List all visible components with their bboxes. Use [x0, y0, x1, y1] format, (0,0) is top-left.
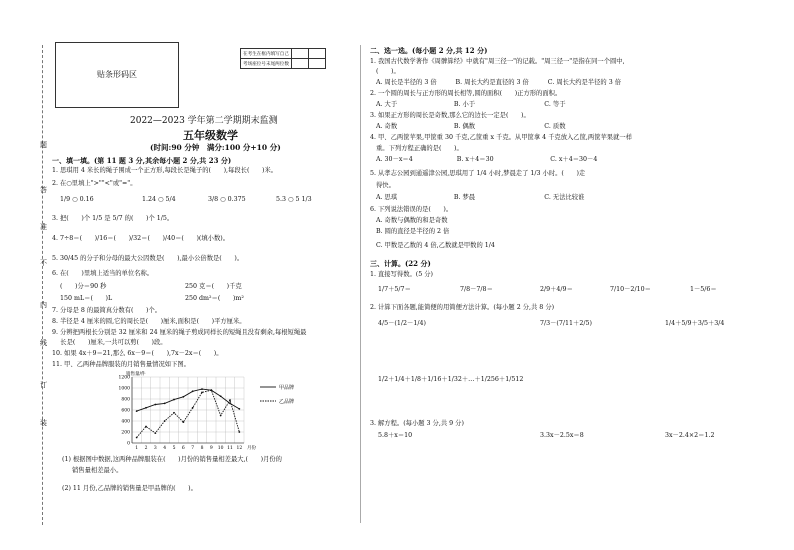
x-tick-label: 9	[209, 446, 213, 451]
q2-line: 4. 甲、乙两筐苹果,甲筐重 30 千克,乙筐重 x 千克。从甲筐拿 4 千克放入乙筐,两筐苹果就一样	[370, 134, 632, 141]
x-tick-label: 2	[144, 446, 148, 451]
compare-item: 1/9 ○ 0.16	[60, 196, 94, 203]
data-point	[145, 407, 147, 409]
data-point	[136, 437, 138, 439]
barcode-label: 贴条形码区	[97, 70, 137, 79]
y-tick-label: 800	[121, 397, 130, 403]
unit-item: ( )分＝90 秒	[60, 283, 107, 290]
data-point	[220, 415, 222, 417]
x-tick-label: 12	[236, 446, 243, 451]
direct-item: 7/10－2/10＝	[610, 286, 651, 293]
page-title: 五年级数学	[183, 129, 238, 142]
side-word: 内	[40, 301, 47, 309]
x-tick-label: 1	[135, 446, 139, 451]
y-tick-label: 0	[127, 441, 130, 447]
exam-year-title: 2022—2023 学年第二学期期末监测	[130, 116, 278, 126]
q2-line: 得快。	[376, 182, 395, 189]
x-tick-label: 5	[172, 446, 176, 451]
equation-item: 5.8＋x＝10	[378, 432, 413, 439]
side-word: 答	[40, 186, 47, 194]
data-point	[173, 412, 175, 414]
x-tick-label: 4	[163, 446, 167, 451]
binding-line	[42, 45, 43, 525]
compare-item: 1.24 ○ 5/4	[142, 196, 176, 203]
q2-line: 6. 下列说法错误的是( )。	[370, 206, 453, 213]
q1-3: 3. 把( )个 1/5 是 5/7 的( )个 1/5。	[52, 215, 174, 222]
x-tick-label: 8	[200, 446, 204, 451]
x-axis-label: 月份	[247, 446, 256, 451]
q11-part2: (2) 11 月份,乙品牌的销售量是甲品牌的( )。	[62, 485, 197, 492]
q11-part1b: 销售量相差最小。	[72, 467, 123, 474]
info-cell[interactable]	[308, 59, 325, 69]
x-tick-label: 3	[153, 446, 157, 451]
data-point	[154, 404, 156, 406]
y-axis-label: 销售量/件	[126, 372, 146, 377]
q2-option: A. 奇数与偶数的和是奇数	[376, 217, 448, 224]
column-divider	[360, 45, 361, 523]
data-point	[164, 420, 166, 422]
data-point	[229, 403, 231, 405]
side-word: 装	[40, 419, 47, 427]
data-point	[136, 410, 138, 412]
data-point	[182, 396, 184, 398]
q2-options: A. 30－x＝4 B. x＋4＝30 C. x＋4＝30－4	[376, 156, 598, 163]
data-point	[154, 432, 156, 434]
y-tick-label: 1200	[118, 375, 130, 381]
q1-8: 8. 半径是 4 厘米的圆,它的周长是( )厘米,面积是( )平方厘米。	[52, 318, 246, 325]
q1-7: 7. 分母是 8 的最简真分数有( )个。	[52, 307, 162, 314]
direct-item: 7/8－7/8＝	[460, 286, 493, 293]
q2-options: A. 周长是半径的 3 倍 B. 周长大约是直径的 3 倍 C. 周长大约是半径的 3 倍	[376, 79, 622, 86]
q1-6: 6. 在( )里填上适当的单位名称。	[52, 270, 154, 277]
section2-heading: 二、选一选。(每小题 2 分,共 12 分)	[370, 46, 488, 55]
data-point	[173, 399, 175, 401]
q1-11: 11. 甲、乙两种品牌服装的月销售量情况如下图。	[52, 361, 190, 368]
data-point	[229, 399, 231, 401]
q1-4: 4. 7÷8＝( )/16＝( )/32＝( )/40＝( )(填小数)。	[52, 235, 230, 242]
q11-part1: (1) 根据图中数据,这两种品牌服装在( )月份的销售量相差最大,( )月份的	[62, 456, 282, 463]
calc-item: 1/4＋5/9＋3/5＋3/4	[665, 320, 725, 327]
direct-item: 1－5/6＝	[690, 286, 717, 293]
q2-line: 5. 从孝志公园到通遥津公园,思琪用了 1/4 小时,梦晨走了 1/3 小时。( )走	[370, 170, 586, 177]
data-point	[164, 403, 166, 405]
y-tick-label: 400	[121, 419, 130, 425]
calc-part2: 2. 计算下面各题,能简便的用简便方法计算。(每小题 2 分,共 8 分)	[370, 304, 555, 311]
data-point	[192, 407, 194, 409]
data-point	[192, 390, 194, 392]
q2-line: ( )。	[376, 68, 400, 75]
info-cell[interactable]	[291, 59, 308, 69]
equation-item: 3.3x－2.5x＝8	[540, 432, 584, 439]
data-point	[182, 421, 184, 423]
legend-label: 乙品牌	[279, 398, 295, 405]
data-point	[220, 395, 222, 397]
data-point	[238, 408, 240, 410]
q1-10: 10. 如果 4x＋9＝21,那么 6x－9＝( ),7x－2x＝( )。	[52, 350, 223, 357]
equation-item: 3x－2.4×2＝1.2	[665, 432, 715, 439]
calc-item: 7/3－(7/11＋2/5)	[540, 320, 592, 327]
side-word: 订	[40, 381, 47, 389]
section3-heading: 三、计算。(22 分)	[370, 259, 431, 268]
y-tick-label: 200	[121, 430, 130, 436]
x-tick-label: 10	[217, 446, 224, 451]
q2-line: 3. 如果正方形的周长是奇数,那么它的边长一定是( )。	[370, 112, 530, 119]
q2-options: A. 大于 B. 小于 C. 等于	[376, 101, 566, 108]
info-cell[interactable]	[291, 49, 308, 59]
calc-part3: 3. 解方程。(每小题 3 分,共 9 分)	[370, 420, 464, 427]
q2-line: 重。下列方程正确的是( )。	[376, 145, 463, 152]
q2-line: 2. 一个圆的周长与正方形的周长相等,圆的面积( )正方形的面积。	[370, 90, 562, 97]
y-tick-label: 600	[121, 408, 130, 414]
barcode-area	[55, 42, 179, 108]
section1-heading: 一、填一填。(第 11 题 3 分,其余每小题 2 分,共 23 分)	[52, 156, 232, 165]
data-point	[210, 389, 212, 391]
info-row-label: 考场座位号末尾两位数	[241, 59, 292, 69]
q2-options: A. 奇数 B. 偶数 C. 质数	[376, 123, 566, 130]
data-point	[201, 388, 203, 390]
time-score: (时间:90 分钟 满分:100 分+10 分)	[150, 143, 281, 152]
unit-item: 250 克＝( )千克	[185, 283, 242, 290]
q1-9b: 长是( )厘米,一共可以剪( )段。	[52, 339, 167, 346]
x-tick-label: 7	[191, 446, 195, 451]
direct-item: 1/7＋5/7＝	[378, 286, 411, 293]
student-info-table	[240, 48, 326, 69]
legend-label: 甲品牌	[279, 384, 295, 391]
data-point	[238, 431, 240, 433]
side-word: 不	[40, 259, 47, 267]
side-word: 准	[40, 223, 47, 231]
q2-option: B. 圆的直径是半径的 2 倍	[376, 228, 450, 235]
side-word: 题	[40, 141, 47, 149]
unit-item: 150 mL＝( )L	[60, 295, 113, 302]
series-item: 1/2＋1/4＋1/8＋1/16＋1/32＋…＋1/256＋1/512	[378, 376, 524, 383]
x-tick-label: 11	[227, 446, 233, 451]
q1-5: 5. 30/45 的分子和分母的最大公因数是( ),最小公倍数是( )。	[52, 255, 244, 262]
data-point	[201, 392, 203, 394]
info-cell[interactable]	[308, 49, 325, 59]
compare-item: 5.3 ○ 5 1/3	[276, 196, 312, 203]
direct-item: 2/9＋4/9＝	[540, 286, 573, 293]
q1-2: 2. 在○里填上">""<"或"="。	[52, 180, 137, 187]
unit-item: 250 dm²＝( )m²	[185, 295, 244, 302]
q2-options: A. 思琪 B. 梦晨 C. 无法比较谁	[376, 194, 585, 201]
q1-1: 1. 思琪用 4 米长的绳子围成一个正方形,每段长是绳子的( ),每段长( )米。	[52, 167, 278, 174]
calc-item: 4/5－(1/2－1/4)	[378, 320, 426, 327]
compare-item: 3/8 ○ 0.375	[208, 196, 246, 203]
x-tick-label: 6	[181, 446, 185, 451]
sales-line-chart	[110, 369, 320, 454]
data-point	[145, 426, 147, 428]
q1-9: 9. 分辨把两根长分别是 32 厘米和 24 厘米的绳子剪成同样长的短绳且没有剩余,每根短绳最	[52, 329, 307, 336]
info-row-label: 在考生在框内填写自己	[241, 49, 292, 59]
q2-option: C. 甲数是乙数的 4 倍,乙数就是甲数的 1/4	[376, 242, 495, 249]
y-tick-label: 1000	[118, 386, 130, 392]
calc-part1: 1. 直接写得数。(5 分)	[370, 271, 434, 278]
side-word: 线	[40, 339, 47, 347]
q2-line: 1. 我国古代数学著作《周髀算经》中就有"周三径一"的记载。"周三径一"是指在同一个圆中,	[370, 58, 625, 65]
